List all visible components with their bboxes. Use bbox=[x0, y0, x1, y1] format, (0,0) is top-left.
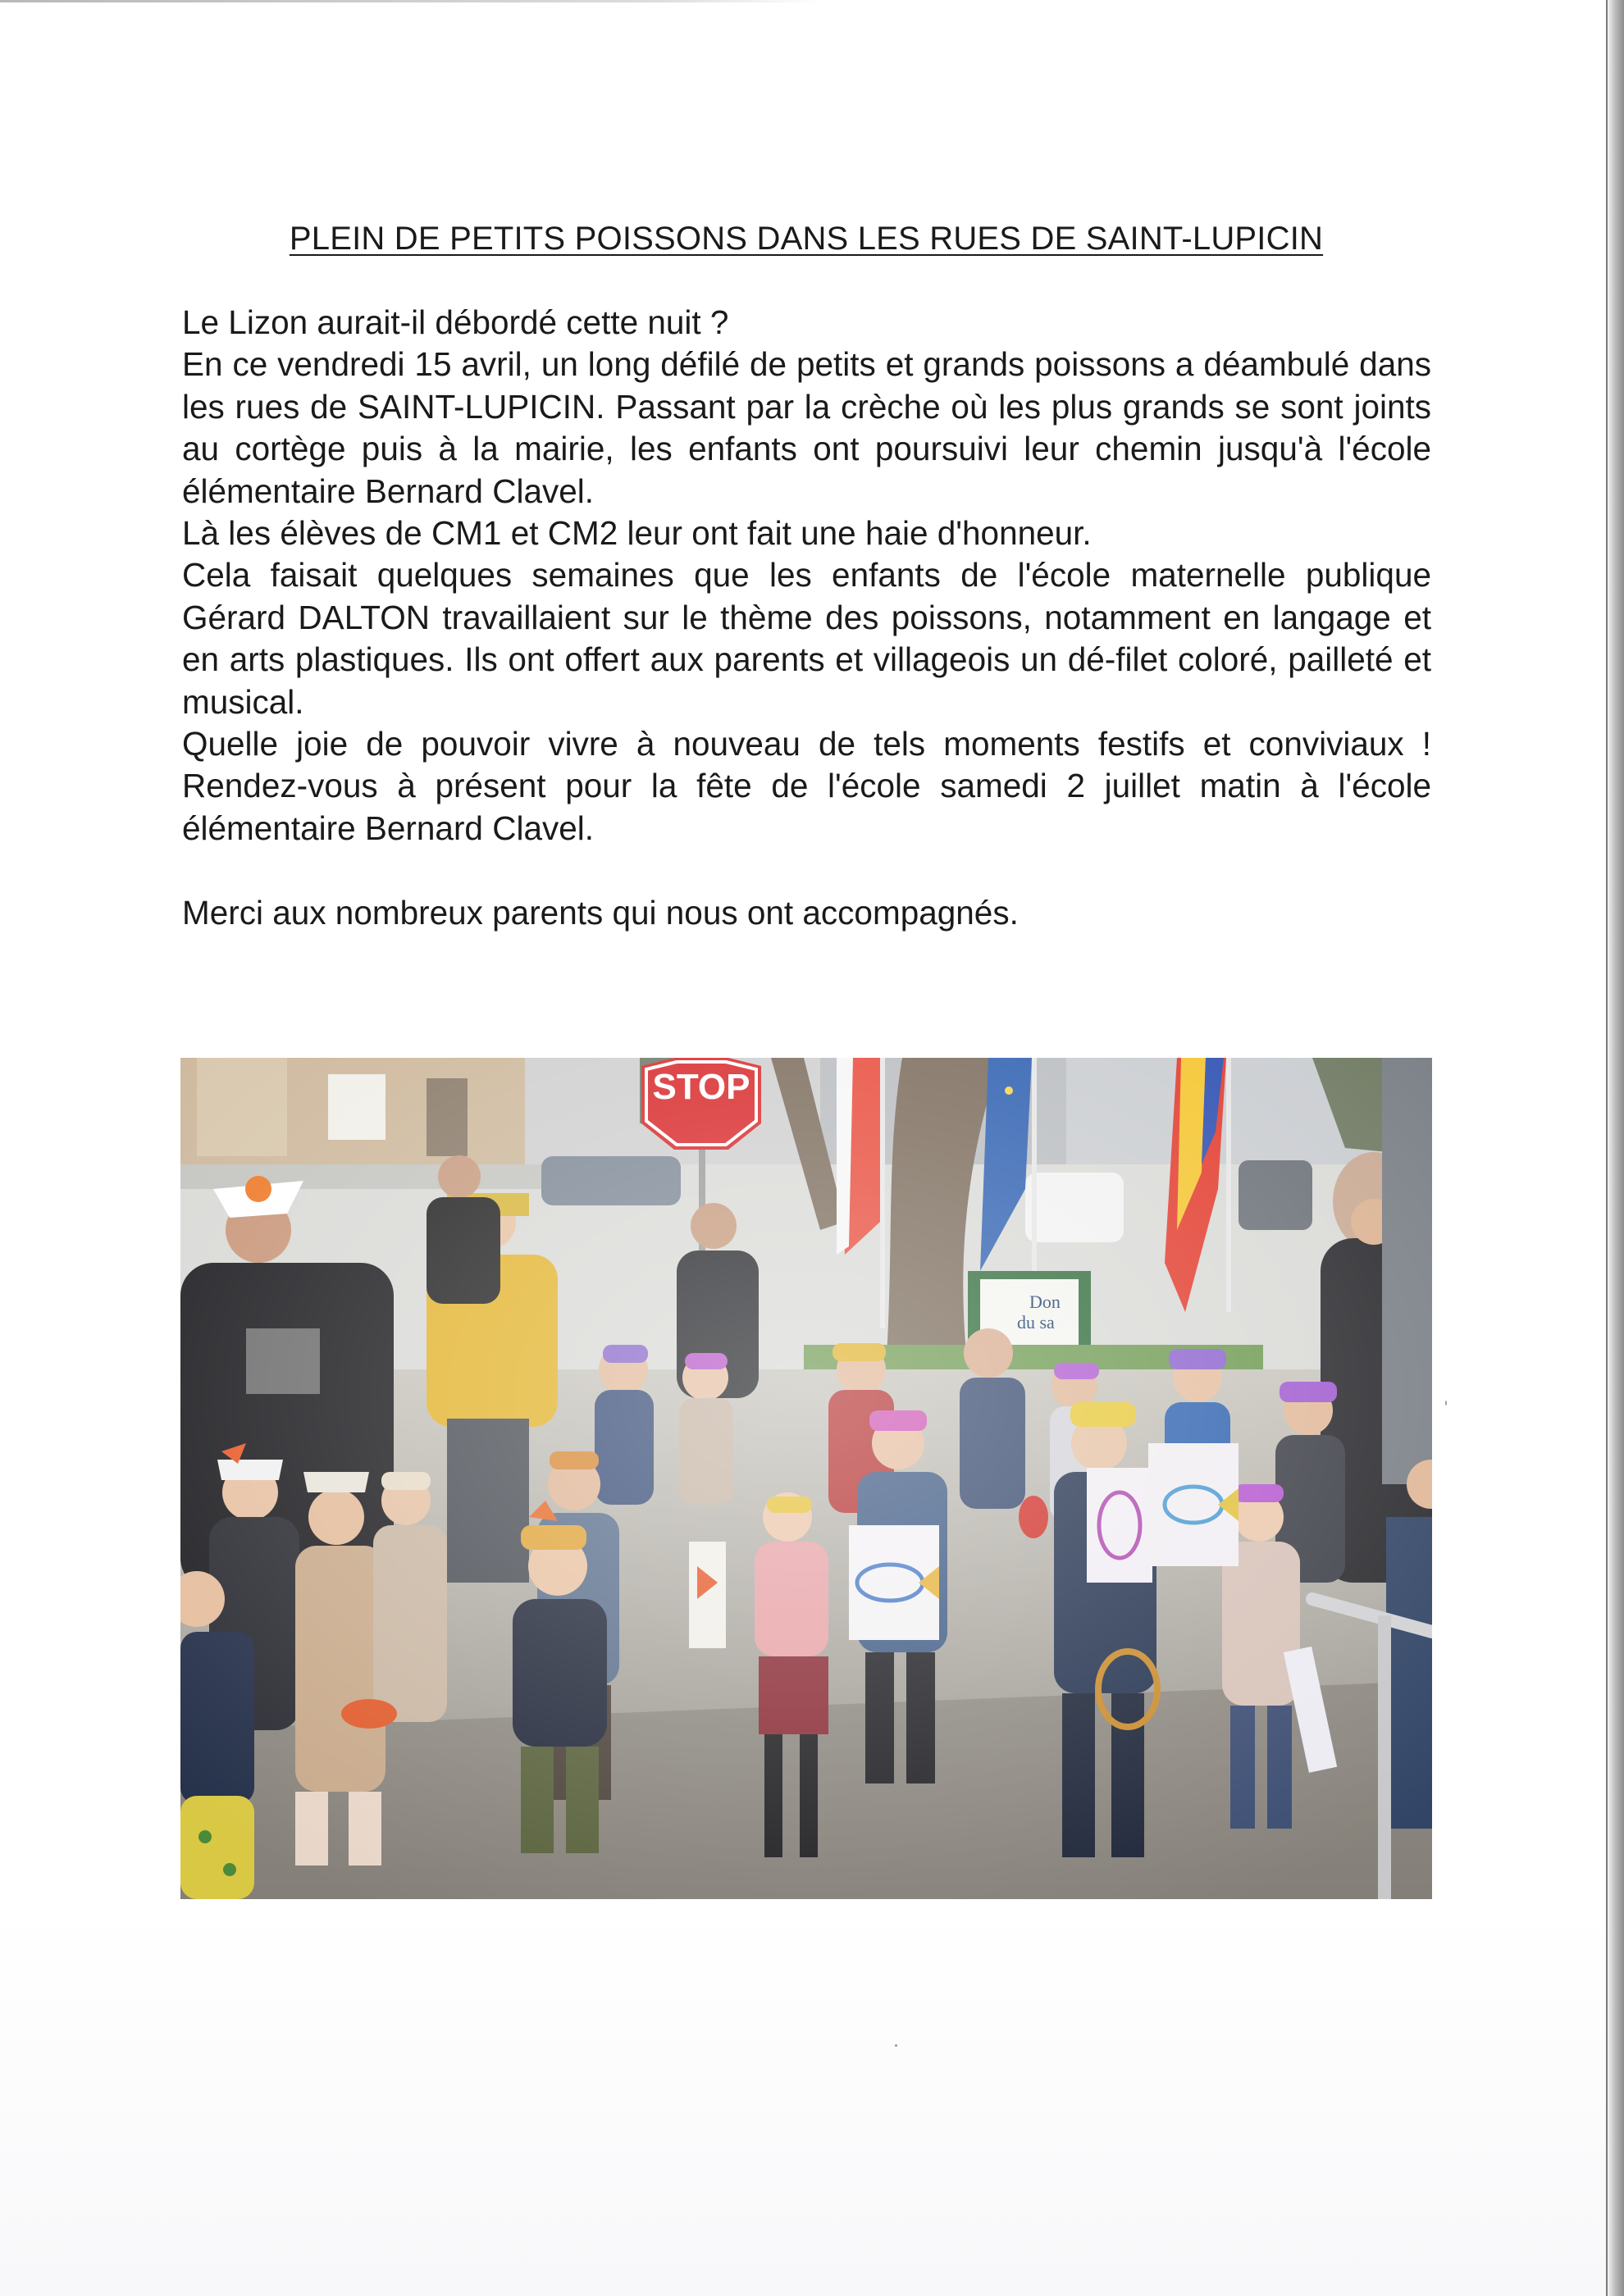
dust-speck bbox=[1445, 1401, 1447, 1405]
paragraph-thanks: Merci aux nombreux parents qui nous ont accompagnés. bbox=[182, 894, 1019, 932]
dust-speck bbox=[895, 2044, 897, 2047]
page-title: PLEIN DE PETITS POISSONS DANS LES RUES DE SAINT-LUPICIN bbox=[289, 221, 1324, 257]
article-body bbox=[182, 302, 1431, 935]
parade-photo-illustration bbox=[180, 1058, 1432, 1899]
scan-bottom-tint bbox=[0, 1911, 1606, 2296]
scan-top-edge bbox=[0, 0, 820, 2]
paragraph-parade: En ce vendredi 15 avril, un long défilé de petits et grands poissons a déambulé dans les rues de SAINT-LUPICIN. Passant par la crèche où les plus grands se sont joints au cortège puis à la mairie, les enfants ont poursuivi leur chemin jusqu'à l'école élémentaire Bernard Clavel. bbox=[182, 345, 1431, 510]
scan-right-edge bbox=[1608, 0, 1624, 2296]
parade-photo bbox=[180, 1058, 1432, 1899]
paragraph-honor-guard: Là les élèves de CM1 et CM2 leur ont fait une haie d'honneur. bbox=[182, 514, 1092, 553]
paragraph-next-event: Quelle joie de pouvoir vivre à nouveau de tels moments festifs et conviviaux ! Rendez-vous à présent pour la fête de l'école samedi 2 juillet matin à l'école élémentaire Bernard Clavel. bbox=[182, 725, 1431, 847]
paragraph-question: Le Lizon aurait-il débordé cette nuit ? bbox=[182, 303, 729, 341]
paragraph-project: Cela faisait quelques semaines que les enfants de l'école maternelle publique Gérard DALTON travaillaient sur le thème des poissons, notamment en langage et en arts plastiques. Ils ont offert aux parents et villageois un dé-filet coloré, pailleté et musical. bbox=[182, 556, 1431, 721]
